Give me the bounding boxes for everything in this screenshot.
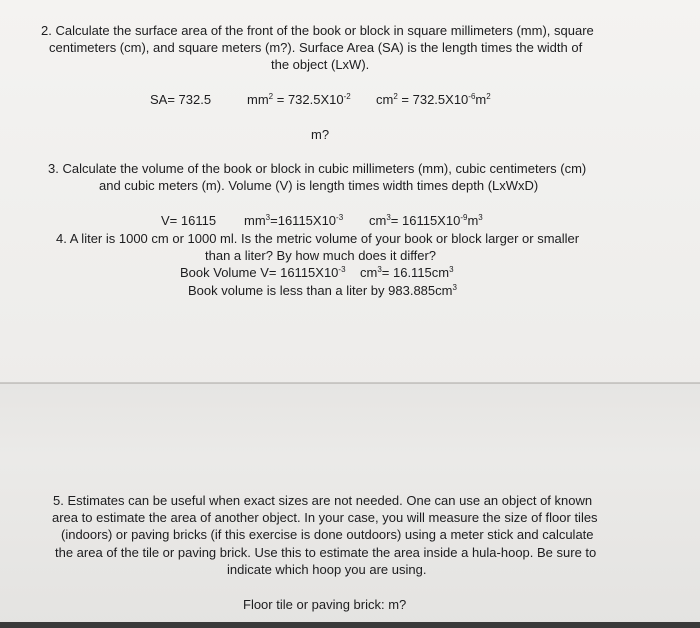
q3-cm-answer: $cm^3= 16115X10^{-9}m^3$ bbox=[369, 213, 483, 228]
q3-mm-answer: $mm^3=16115X10^{-3}$ bbox=[244, 213, 344, 228]
q2-cm-answer: $cm^2 = 732.5X10^{-6}m^2$ bbox=[376, 92, 491, 107]
q5-line-4: the area of the tile or paving brick. Use this to estimate the area inside a hula-hoop. Be sure to bbox=[55, 545, 597, 560]
q2-m-answer: m? bbox=[311, 127, 330, 142]
q5-line-1: 5. Estimates can be useful when exact sizes are not needed. One can use an object of known bbox=[53, 493, 593, 508]
q3-line-1: 3. Calculate the volume of the book or block in cubic millimeters (mm), cubic centimeters (cm) bbox=[48, 161, 587, 176]
q2-sa-answer: SA= 732.5 bbox=[150, 92, 212, 107]
q4-book-volume: Book Volume $V= 16115X10^{-3}$ $cm^3= 16.115cm^3$ bbox=[180, 265, 454, 280]
q5-line-3: (indoors) or paving bricks (if this exercise is done outdoors) using a meter stick and calculate bbox=[61, 527, 594, 542]
q5-line-5: indicate which hoop you are using. bbox=[227, 562, 427, 577]
q4-line-1: 4. A liter is 1000 cm or 1000 ml. Is the metric volume of your book or block larger or smaller bbox=[56, 231, 580, 246]
q4-line-2: than a liter? By how much does it differ? bbox=[205, 248, 436, 263]
q2-line-1: 2. Calculate the surface area of the front of the book or block in square millimeters (mm), square bbox=[41, 23, 594, 38]
q3-line-2: and cubic meters (m). Volume (V) is length times width times depth (LxWxD) bbox=[99, 178, 539, 193]
q3-v-answer: V= 16115 bbox=[161, 213, 217, 228]
q2-mm-answer: $mm^2 = 732.5X10^{-2}$ bbox=[247, 92, 351, 107]
q5-floor-answer: Floor tile or paving brick: m? bbox=[243, 597, 407, 612]
q4-difference: Book volume is less than a liter by $983.885cm^3$ bbox=[188, 283, 457, 298]
q5-line-2: area to estimate the area of another object. In your case, you will measure the size of floor tiles bbox=[52, 510, 598, 525]
q2-line-3: the object (LxW). bbox=[271, 57, 370, 72]
q2-line-2: centimeters (cm), and square meters (m?). Surface Area (SA) is the length times the width of bbox=[49, 40, 583, 55]
page-bottom-edge bbox=[0, 622, 700, 628]
